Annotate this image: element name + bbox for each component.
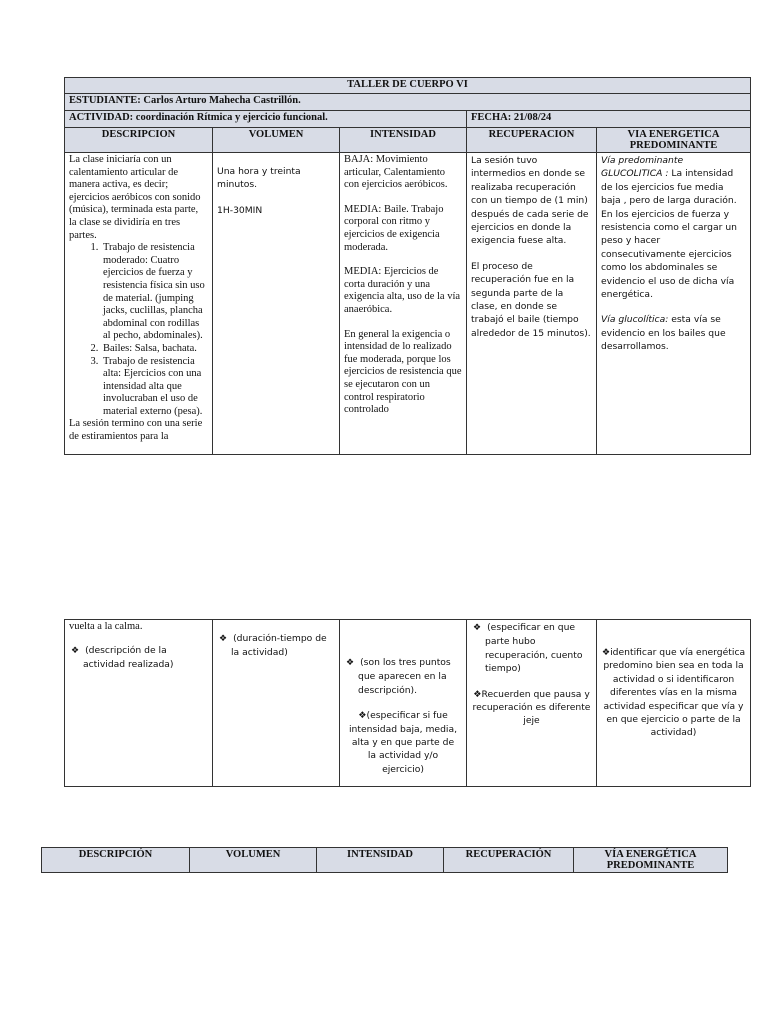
guide-recuperacion-2: ❖Recuerden que pausa y recuperación es diferente jeje bbox=[472, 688, 591, 727]
intensidad-p1: BAJA: Movimiento articular, Calentamiento con ejercicios aeróbicos. bbox=[344, 154, 448, 191]
diamond-bullet-icon: ❖ bbox=[601, 647, 611, 658]
workshop-table bbox=[64, 77, 751, 455]
guide-intensidad-1: ❖ (son los tres puntos que aparecen en la descripción). bbox=[346, 657, 451, 696]
intensidad-p2: MEDIA: Baile. Trabajo corporal con ritmo y ejercicios de exigencia moderada. bbox=[344, 203, 444, 253]
col-header-via: VIA ENERGETICA PREDOMINANTE bbox=[597, 128, 751, 153]
activity-label: ACTIVIDAD: bbox=[69, 112, 134, 123]
activity-row bbox=[65, 111, 467, 128]
via-p1-text: La intensidad de los ejercicios fue media baja , pero de larga duración. En los ejercicios de fuerza y resistencia como el cargar un peso y hacer consecutivamente ejercicios como los abdominales se evidencio el uso de dicha vía energética. bbox=[601, 168, 737, 301]
cell-descripcion bbox=[65, 153, 213, 455]
diamond-bullet-icon: ❖ bbox=[358, 710, 367, 722]
col-header-descripcion: DESCRIPCION bbox=[65, 128, 213, 153]
volumen-line2: 1H-30MIN bbox=[217, 204, 263, 216]
cell-intensidad-guide bbox=[340, 620, 467, 787]
descripcion-continuation: vuelta a la calma. bbox=[69, 621, 143, 632]
col-header-via: VÍA ENERGÉTICA PREDOMINANTE bbox=[574, 848, 728, 873]
activity-value: coordinación Rítmica y ejercicio funcional. bbox=[135, 112, 328, 123]
diamond-bullet-icon: ❖ bbox=[219, 634, 228, 644]
guide-descripcion: ❖ (descripción de la actividad realizada) bbox=[71, 644, 174, 670]
volumen-line1: Una hora y treinta minutos. bbox=[217, 166, 301, 191]
col-header-volumen: VOLUMEN bbox=[190, 848, 317, 873]
student-row bbox=[65, 94, 751, 111]
student-label: ESTUDIANTE: bbox=[69, 95, 141, 106]
list-item: 3. Trabajo de resistencia alta: Ejercicios con una intensidad alta que involucraban el uso de material externo (pesa). bbox=[101, 356, 208, 419]
date-cell bbox=[467, 111, 751, 128]
intensidad-p3: MEDIA: Ejercicios de corta duración y una exigencia alta, uso de la vía anaeróbica. bbox=[344, 266, 461, 315]
student-name: Carlos Arturo Mahecha Castrillón. bbox=[143, 95, 301, 106]
col-header-volumen: VOLUMEN bbox=[213, 128, 340, 153]
via-p2-text: esta vía se evidencio en los bailes que desarrollamos. bbox=[601, 314, 726, 353]
col-header-intensidad: INTENSIDAD bbox=[340, 128, 467, 153]
cell-recuperacion-guide bbox=[467, 620, 597, 787]
descripcion-list bbox=[69, 242, 208, 418]
cell-via-guide bbox=[597, 620, 751, 787]
continuation-table bbox=[64, 619, 751, 787]
cell-descripcion-cont bbox=[65, 620, 213, 787]
recuperacion-p1: La sesión tuvo intermedios en donde se realizaba recuperación con un tiempo de (1 min) después de cada serie de ejercicios en donde la exigencia fuese alta. bbox=[471, 155, 589, 247]
diamond-bullet-icon: ❖ bbox=[473, 623, 482, 633]
via-p2 bbox=[601, 313, 746, 353]
diamond-bullet-icon: ❖ bbox=[473, 688, 482, 700]
descripcion-outro: La sesión termino con una serie de estiramientos para la bbox=[69, 418, 203, 443]
table-title: TALLER DE CUERPO VI bbox=[65, 78, 751, 94]
date-value: 21/08/24 bbox=[513, 112, 552, 123]
cell-recuperacion bbox=[467, 153, 597, 455]
recuperacion-p2: El proceso de recuperación fue en la segunda parte de la clase, en donde se trabajó el baile (tiempo alrededor de 15 minutos). bbox=[471, 260, 591, 339]
via-p1-italic: Vía predominante GLUCOLITICA : bbox=[601, 155, 684, 180]
cell-volumen-guide bbox=[213, 620, 340, 787]
col-header-intensidad: INTENSIDAD bbox=[317, 848, 444, 873]
list-item: 1. Trabajo de resistencia moderado: Cuatro ejercicios de fuerza y resistencia física sin uso de material. (jumping jacks, cuclillas, plancha abdominal con rodillas al pecho, abdominales). bbox=[101, 242, 208, 343]
col-header-recuperacion: RECUPERACIÓN bbox=[444, 848, 574, 873]
cell-intensidad bbox=[340, 153, 467, 455]
cell-volumen bbox=[213, 153, 340, 455]
via-p2-italic: Vía glucolítica: bbox=[601, 314, 669, 326]
col-header-recuperacion: RECUPERACION bbox=[467, 128, 597, 153]
guide-volumen: ❖ (duración-tiempo de la actividad) bbox=[219, 633, 327, 659]
cell-via bbox=[597, 153, 751, 455]
via-p1 bbox=[601, 154, 746, 301]
intensidad-p4: En general la exigencia o intensidad de lo realizado fue moderada, porque los ejercicios de resistencia que se ejecutaron con un control respiratorio controlado bbox=[344, 328, 462, 416]
descripcion-intro: La clase iniciaría con un calentamiento articular de manera activa, es decir; ejercicios aeróbicos con sonido (música), terminada esta parte, la clase se dividiría en tres partes. bbox=[69, 154, 201, 241]
list-item: 2. Bailes: Salsa, bachata. bbox=[101, 343, 208, 356]
diamond-bullet-icon: ❖ bbox=[346, 658, 355, 668]
template-table bbox=[41, 847, 728, 873]
col-header-descripcion: DESCRIPCIÓN bbox=[42, 848, 190, 873]
date-label: FECHA: bbox=[471, 112, 512, 123]
guide-recuperacion-1: ❖ (especificar en que parte hubo recuperación, cuento tiempo) bbox=[473, 622, 583, 675]
guide-intensidad-2: ❖(especificar si fue intensidad baja, media, alta y en que parte de la actividad y/o ejercicio) bbox=[348, 710, 458, 775]
diamond-bullet-icon: ❖ bbox=[71, 645, 80, 656]
guide-via: ❖identificar que vía energética predomino bien sea en toda la actividad o si identificaron diferentes vías en la misma actividad especificar que vía y en que ejercicio o parte de la actividad) bbox=[601, 647, 746, 739]
